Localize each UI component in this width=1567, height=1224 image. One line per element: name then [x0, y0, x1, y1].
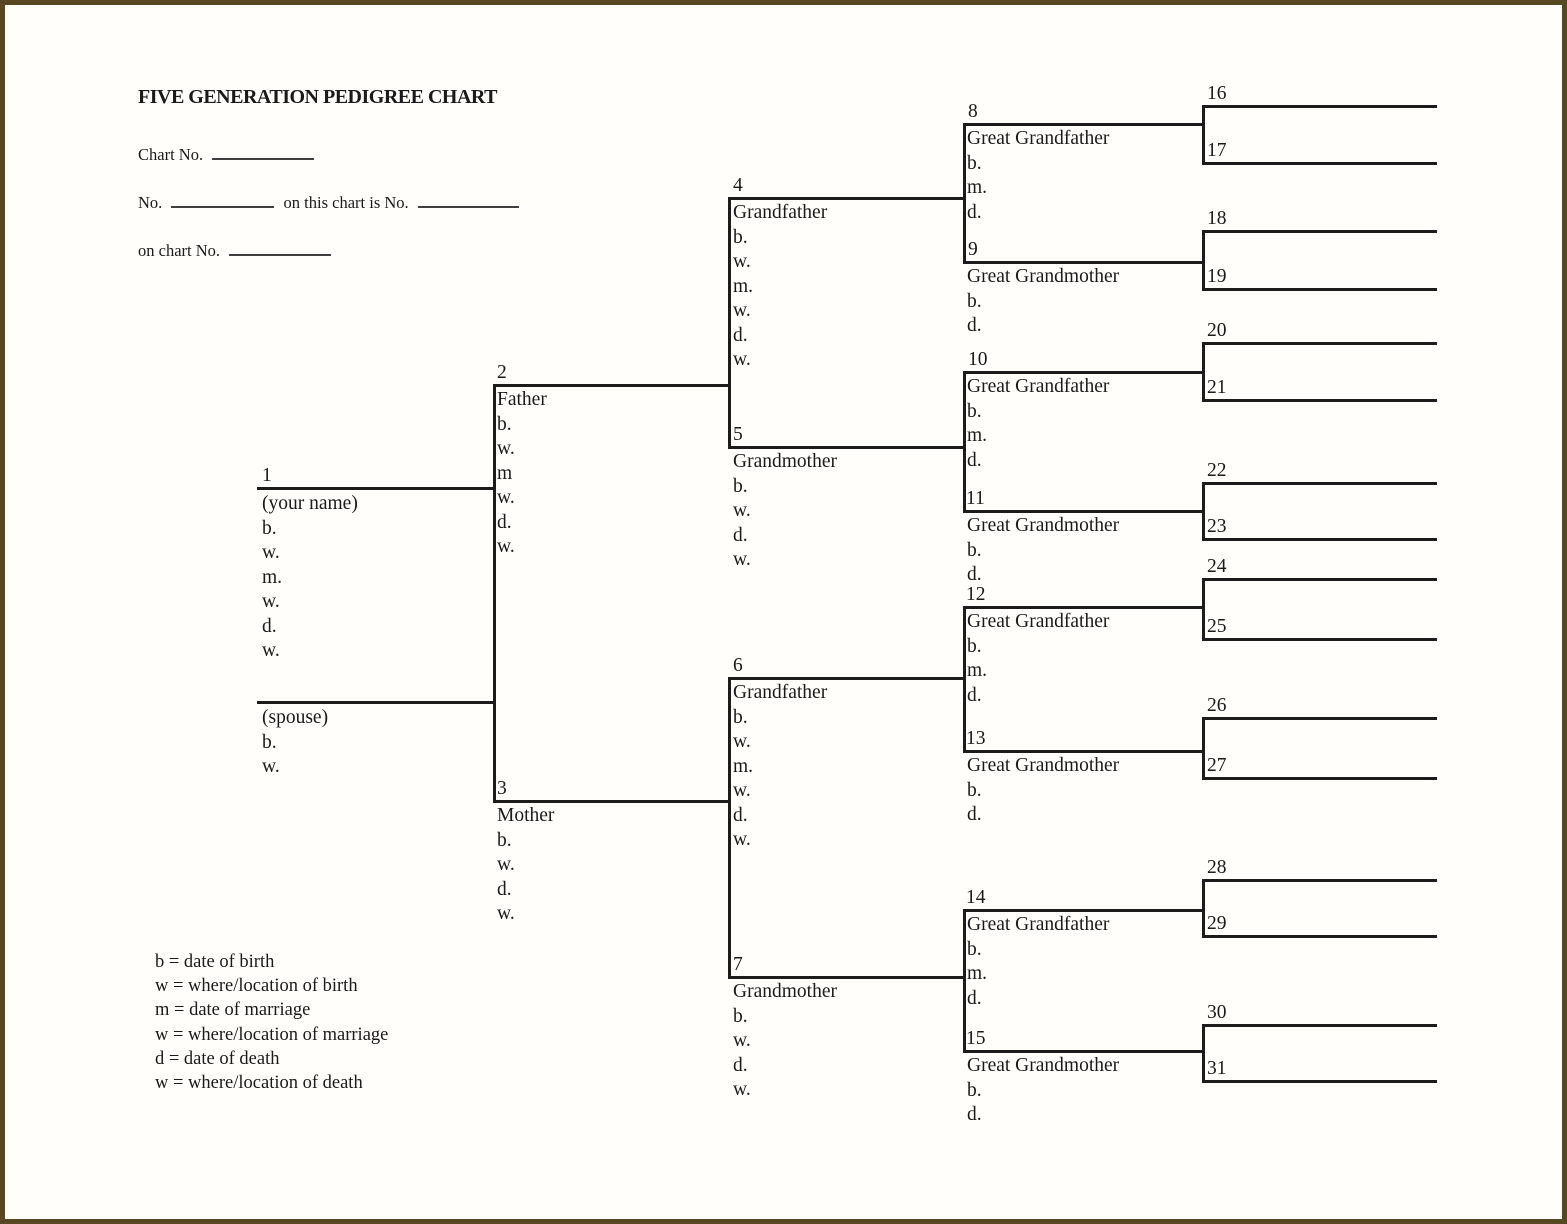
person-19-line — [1202, 288, 1437, 291]
person-10-field: b. — [967, 400, 982, 422]
person-17-number: 17 — [1207, 140, 1227, 161]
person-10-line — [963, 371, 1205, 374]
person-15-field: d. — [967, 1104, 982, 1125]
spouse-block — [262, 706, 328, 780]
person-31-number: 31 — [1207, 1058, 1227, 1079]
person-14-field: d. — [967, 987, 982, 1009]
person-5-field: d. — [733, 524, 748, 546]
person-12-field: d. — [967, 684, 982, 706]
person-15-label: Great Grandmother — [967, 1055, 1120, 1076]
person-2-label: Father — [497, 389, 547, 410]
person-10-field: d. — [967, 449, 982, 471]
person-7-label: Grandmother — [733, 981, 837, 1002]
person-4-field: w. — [733, 349, 751, 370]
person-11-label: Great Grandmother — [967, 515, 1120, 536]
person-24-line — [1202, 578, 1437, 581]
person-28-line — [1202, 879, 1437, 882]
person-8-label: Great Grandfather — [967, 128, 1110, 149]
bracket-6-7-vertical — [728, 677, 731, 979]
person-13-line — [963, 750, 1205, 753]
bracket-20-21-vertical — [1202, 342, 1205, 402]
chart-no-blank-line — [212, 144, 314, 160]
bracket-28-29-vertical — [1202, 879, 1205, 938]
person-3-label: Mother — [497, 805, 555, 826]
person-26-line — [1202, 717, 1437, 720]
person-1-field: d. — [262, 615, 277, 637]
person-4-number: 4 — [733, 175, 743, 196]
person-20-line — [1202, 342, 1437, 345]
person-13-label: Great Grandmother — [967, 755, 1120, 776]
person-9-field: b. — [967, 290, 982, 312]
person-3-field: w. — [497, 903, 515, 924]
person-11-block — [967, 514, 1119, 588]
person-6-number: 6 — [733, 655, 743, 676]
person-15-number: 15 — [966, 1028, 986, 1049]
person-3-line — [493, 800, 731, 803]
person-6-field: w. — [733, 780, 751, 801]
person-2-field: b. — [497, 413, 512, 435]
legend-item: w = where/location of marriage — [155, 1024, 389, 1045]
person-11-number: 11 — [966, 488, 985, 509]
on-chart-blank-line — [229, 240, 331, 256]
person-1-label: (your name) — [262, 493, 358, 514]
person-8-field: d. — [967, 201, 982, 223]
person-6-field: d. — [733, 804, 748, 826]
legend — [155, 950, 388, 1095]
chart-no-label: Chart No. — [138, 145, 204, 164]
person-3-field: w. — [497, 854, 515, 875]
on-this-chart-label: on this chart is No. — [283, 193, 409, 212]
person-11-field: b. — [967, 539, 982, 561]
person-2-field: m — [497, 462, 513, 484]
person-5-line — [728, 446, 966, 449]
person-28-number: 28 — [1207, 857, 1227, 878]
person-2-field: w. — [497, 438, 515, 459]
person-1-block — [262, 492, 358, 664]
person-2-block — [497, 388, 547, 560]
on-chart-no-label: on chart No. — [138, 241, 221, 260]
person-26-number: 26 — [1207, 695, 1227, 716]
bracket-22-23-vertical — [1202, 482, 1205, 541]
person-17-line — [1202, 162, 1437, 165]
person-14-number: 14 — [966, 887, 986, 908]
person-30-number: 30 — [1207, 1002, 1227, 1023]
page-title: FIVE GENERATION PEDIGREE CHART — [138, 86, 497, 108]
person-6-field: m. — [733, 755, 754, 777]
no-label: No. — [138, 193, 163, 212]
person-4-label: Grandfather — [733, 202, 828, 223]
person-7-field: b. — [733, 1005, 748, 1027]
person-13-field: d. — [967, 804, 982, 825]
person-5-label: Grandmother — [733, 451, 837, 472]
person-27-number: 27 — [1207, 755, 1227, 776]
chart-no-row — [138, 144, 319, 165]
person-9-line — [963, 261, 1205, 264]
person-22-line — [1202, 482, 1437, 485]
person-1-field: w. — [262, 591, 280, 612]
person-3-block — [497, 804, 554, 927]
bracket-26-27-vertical — [1202, 717, 1205, 780]
person-1-field: b. — [262, 517, 277, 539]
person-5-block — [733, 450, 837, 573]
person-2-field: w. — [497, 487, 515, 508]
person-1-field: w. — [262, 640, 280, 661]
person-5-number: 5 — [733, 424, 743, 445]
person-21-number: 21 — [1207, 377, 1227, 398]
is-no-blank-line — [418, 192, 519, 208]
person-21-line — [1202, 399, 1437, 402]
person-7-block — [733, 980, 837, 1103]
legend-item: w = where/location of birth — [155, 976, 358, 997]
person-1-field: w. — [262, 542, 280, 563]
person-7-number: 7 — [733, 954, 743, 975]
person-4-field: b. — [733, 226, 748, 248]
person-8-field: b. — [967, 152, 982, 174]
person-25-number: 25 — [1207, 616, 1227, 637]
person-7-field: w. — [733, 1079, 751, 1100]
person-18-number: 18 — [1207, 208, 1227, 229]
bracket-24-25-vertical — [1202, 578, 1205, 641]
legend-item: m = date of marriage — [155, 1000, 311, 1021]
bracket-30-31-vertical — [1202, 1024, 1205, 1083]
person-4-field: w. — [733, 300, 751, 321]
spouse-field: b. — [262, 731, 277, 753]
person-10-label: Great Grandfather — [967, 376, 1110, 397]
person-1-field: m. — [262, 566, 283, 588]
person-8-field: m. — [967, 177, 988, 198]
person-19-number: 19 — [1207, 266, 1227, 287]
person-1-line — [257, 487, 496, 490]
person-12-block — [967, 610, 1109, 708]
person-6-field: w. — [733, 829, 751, 850]
person-7-field: d. — [733, 1054, 748, 1076]
person-16-line — [1202, 105, 1437, 108]
person-6-line — [728, 677, 966, 680]
person-9-block — [967, 265, 1119, 339]
person-1-number: 1 — [262, 465, 272, 486]
person-18-line — [1202, 230, 1437, 233]
person-15-line — [963, 1050, 1205, 1053]
person-27-line — [1202, 777, 1437, 780]
person-23-line — [1202, 538, 1437, 541]
person-2-line — [493, 384, 731, 387]
person-29-line — [1202, 935, 1437, 938]
person-no-row — [138, 192, 524, 213]
person-14-line — [963, 909, 1205, 912]
person-13-block — [967, 754, 1119, 828]
person-12-line — [963, 606, 1205, 609]
spouse-label: (spouse) — [262, 707, 329, 728]
person-15-block — [967, 1054, 1119, 1128]
bracket-4-5-vertical — [728, 197, 731, 449]
person-9-label: Great Grandmother — [967, 266, 1120, 287]
person-4-line — [728, 197, 966, 200]
person-3-number: 3 — [497, 778, 507, 799]
person-13-number: 13 — [966, 728, 986, 749]
person-16-number: 16 — [1207, 83, 1227, 104]
spouse-field: w. — [262, 756, 280, 777]
bracket-2-3-vertical — [493, 384, 496, 803]
person-4-field: m. — [733, 275, 754, 297]
person-2-number: 2 — [497, 362, 507, 383]
bracket-18-19-vertical — [1202, 230, 1205, 291]
person-4-field: d. — [733, 324, 748, 346]
person-9-number: 9 — [968, 239, 978, 260]
person-6-field: b. — [733, 706, 748, 728]
person-2-field: w. — [497, 536, 515, 557]
person-4-field: w. — [733, 251, 751, 272]
person-3-field: b. — [497, 829, 512, 851]
person-10-field: m. — [967, 425, 988, 446]
person-10-number: 10 — [968, 349, 988, 370]
legend-item: d = date of death — [155, 1048, 280, 1069]
person-29-number: 29 — [1207, 913, 1227, 934]
person-7-field: w. — [733, 1030, 751, 1051]
person-14-label: Great Grandfather — [967, 914, 1110, 935]
person-20-number: 20 — [1207, 320, 1227, 341]
person-4-block — [733, 201, 827, 373]
person-8-block — [967, 127, 1109, 225]
legend-item: w = where/location of death — [155, 1073, 363, 1094]
person-2-field: d. — [497, 511, 512, 533]
person-22-number: 22 — [1207, 460, 1227, 481]
on-chart-row — [138, 240, 336, 261]
spouse-line — [257, 701, 496, 704]
bracket-16-17-vertical — [1202, 105, 1205, 165]
person-7-line — [728, 976, 966, 979]
person-25-line — [1202, 638, 1437, 641]
person-11-field: d. — [967, 564, 982, 585]
person-6-label: Grandfather — [733, 682, 828, 703]
person-8-number: 8 — [968, 101, 978, 122]
person-14-field: m. — [967, 963, 988, 984]
person-5-field: b. — [733, 475, 748, 497]
person-30-line — [1202, 1024, 1437, 1027]
person-5-field: w. — [733, 549, 751, 570]
person-13-field: b. — [967, 779, 982, 801]
person-14-block — [967, 913, 1109, 1011]
person-11-line — [963, 510, 1205, 513]
person-5-field: w. — [733, 500, 751, 521]
legend-item: b = date of birth — [155, 952, 275, 972]
person-12-field: m. — [967, 660, 988, 681]
person-6-block — [733, 681, 827, 853]
person-15-field: b. — [967, 1079, 982, 1101]
person-3-field: d. — [497, 878, 512, 900]
person-12-label: Great Grandfather — [967, 611, 1110, 632]
person-14-field: b. — [967, 938, 982, 960]
person-31-line — [1202, 1080, 1437, 1083]
bracket-8-9-vertical — [963, 123, 966, 264]
person-23-number: 23 — [1207, 516, 1227, 537]
person-no-blank-line — [171, 192, 274, 208]
person-8-line — [963, 123, 1205, 126]
person-9-field: d. — [967, 315, 982, 336]
person-12-number: 12 — [966, 584, 986, 605]
person-12-field: b. — [967, 635, 982, 657]
person-24-number: 24 — [1207, 556, 1227, 577]
person-10-block — [967, 375, 1109, 473]
person-6-field: w. — [733, 731, 751, 752]
